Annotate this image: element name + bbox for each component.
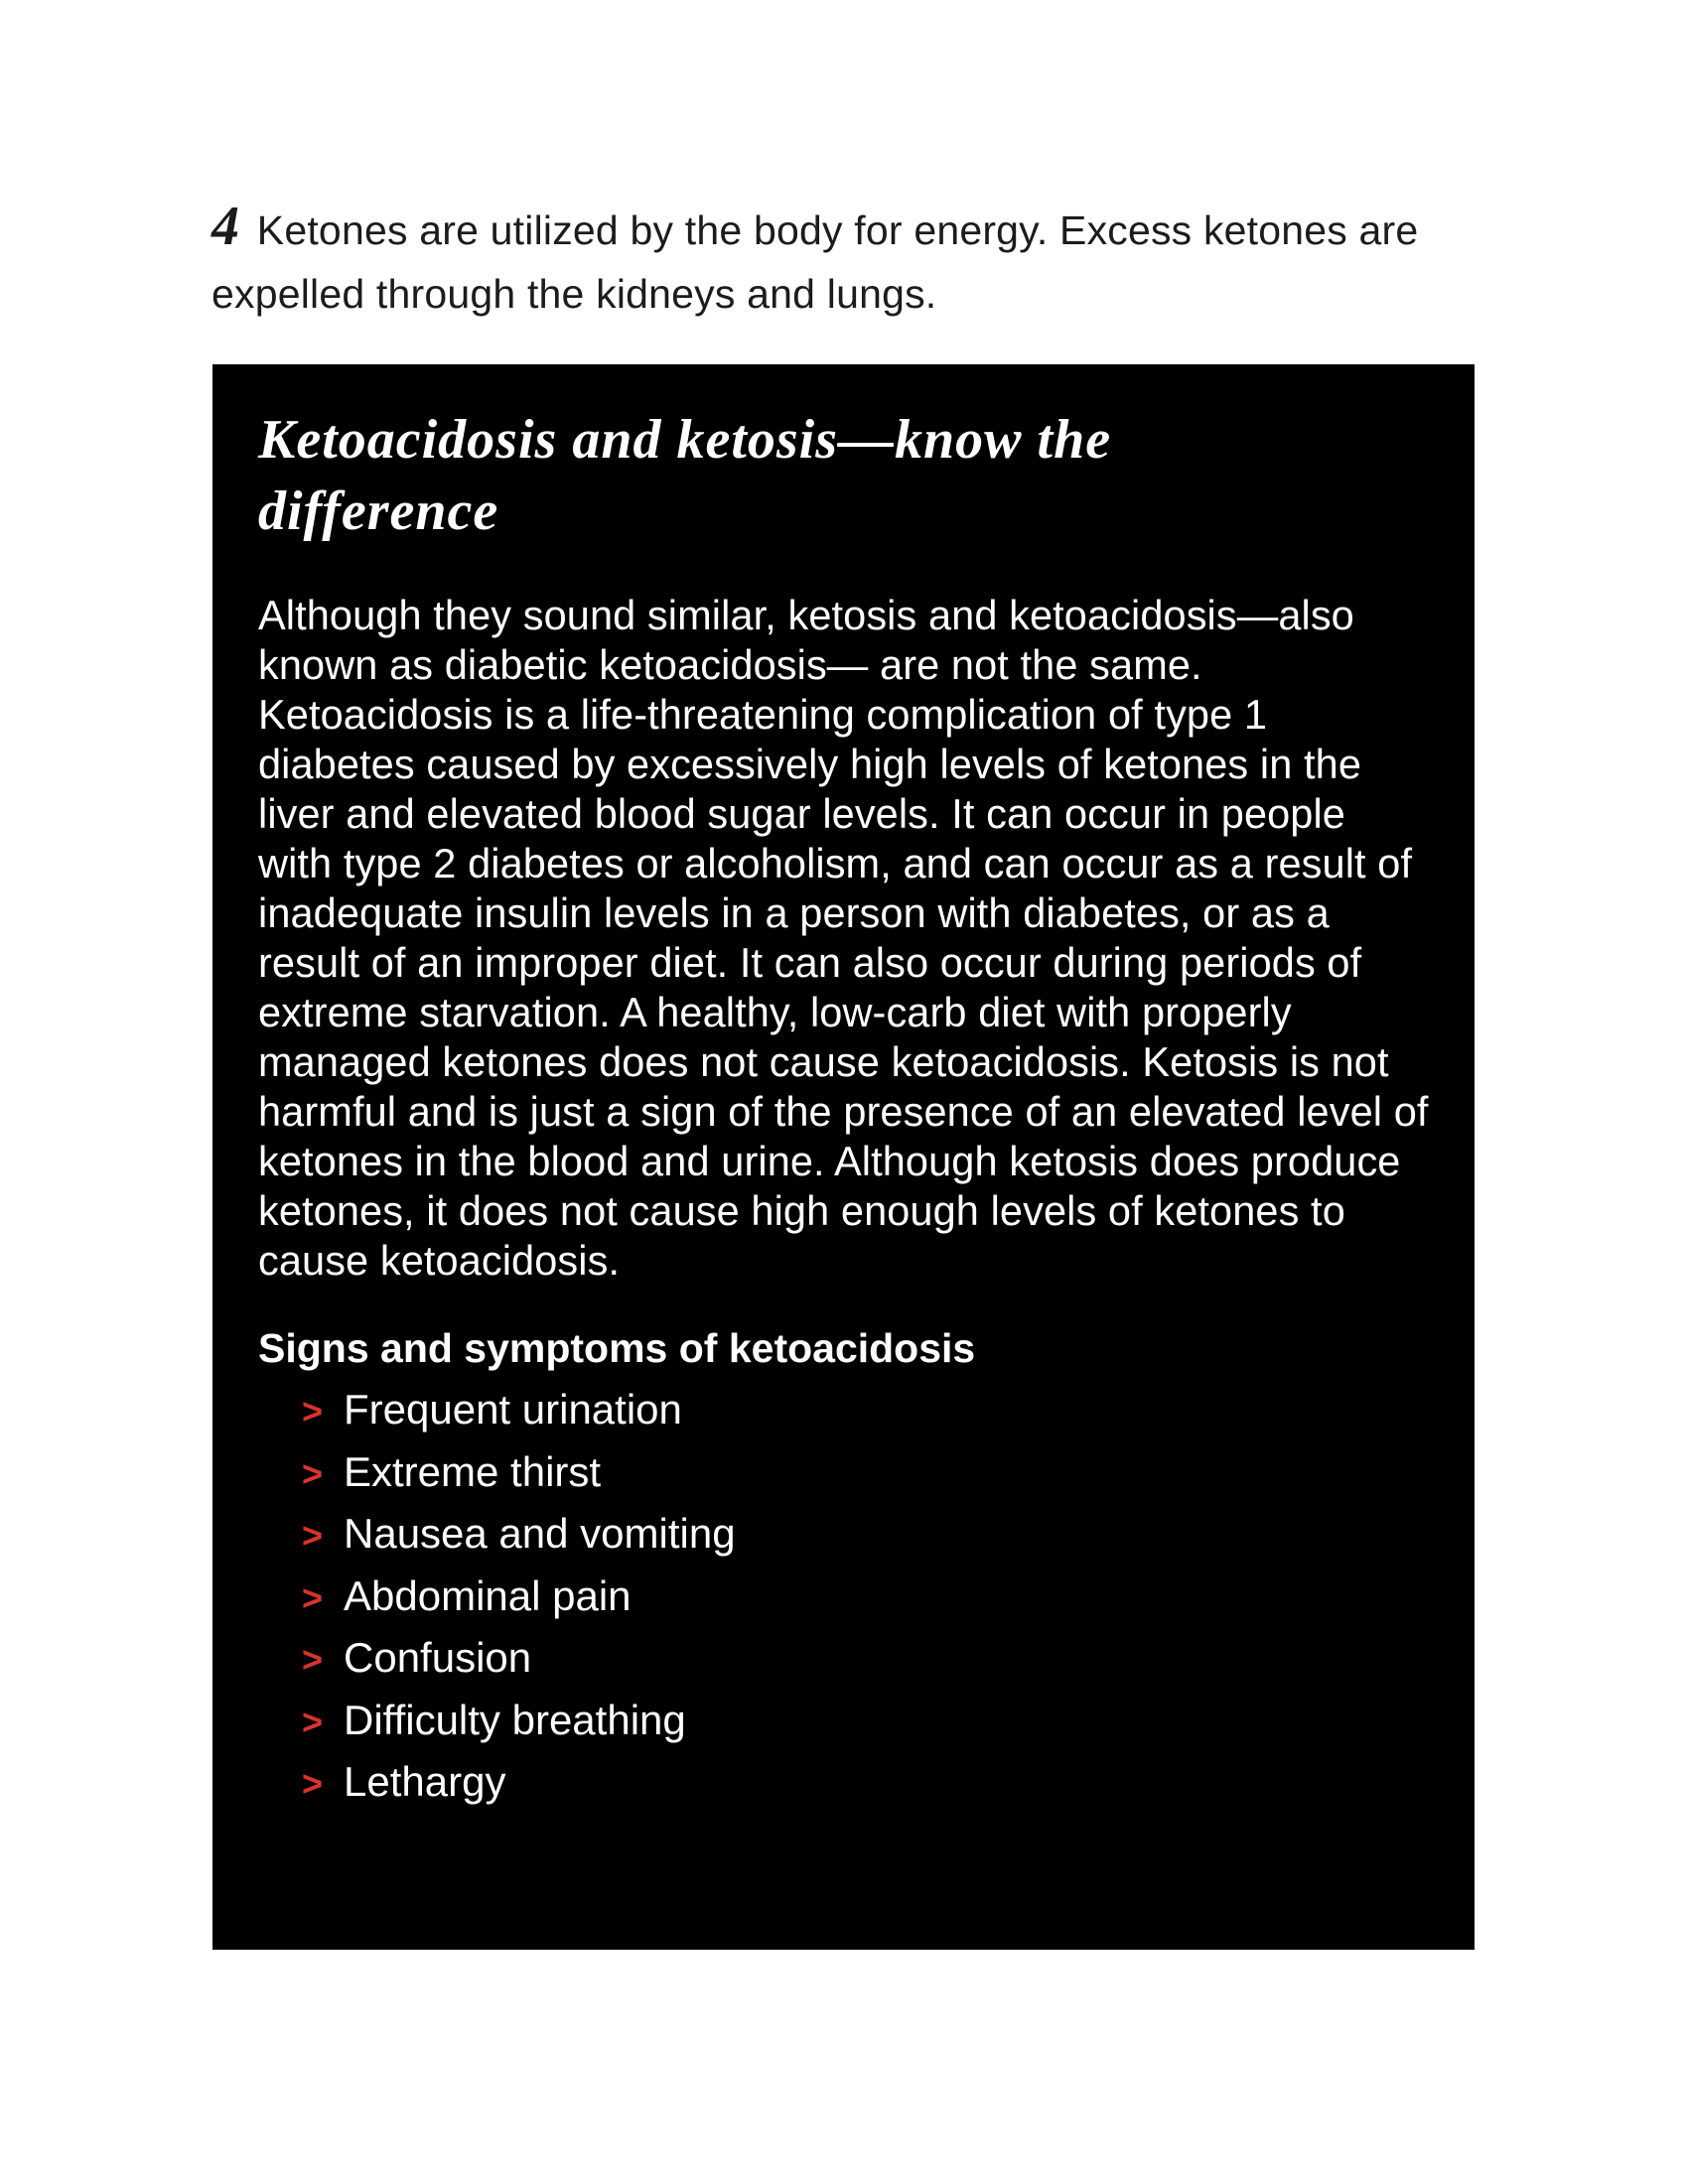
chevron-right-icon: >	[302, 1639, 324, 1681]
chevron-right-icon: >	[302, 1515, 324, 1557]
chevron-right-icon: >	[302, 1452, 324, 1494]
symptom-label: Abdominal pain	[344, 1571, 632, 1619]
step-paragraph	[211, 195, 1482, 326]
list-item	[302, 1751, 1429, 1814]
chevron-right-icon: >	[302, 1391, 324, 1433]
symptom-label: Frequent urination	[344, 1386, 682, 1433]
symptom-label: Difficulty breathing	[344, 1696, 686, 1743]
chevron-right-icon: >	[302, 1701, 324, 1742]
symptom-list	[258, 1379, 1429, 1814]
sidebar-title: Ketoacidosis and ketosis—know the difference	[258, 409, 1112, 542]
list-item	[302, 1627, 1429, 1690]
symptom-label: Confusion	[344, 1634, 532, 1682]
symptom-label: Nausea and vomiting	[344, 1510, 736, 1558]
step-number: 4	[211, 196, 240, 257]
chevron-right-icon: >	[302, 1763, 324, 1805]
list-item	[302, 1566, 1429, 1628]
list-item	[302, 1690, 1429, 1752]
list-item	[302, 1379, 1429, 1441]
list-item	[302, 1441, 1429, 1504]
sidebar-body-text: Although they sound similar, ketosis and ketoacidosis—also known as diabetic ketoacidosis— are not the same. Ketoacidosis is a life-threatening complication of type 1 diabetes caused by excessively high levels of ketones in the liver and elevated blood sugar levels. It can occur in people with type 2 diabetes or alcoholism, and can occur as a result of inadequate insulin levels in a person with diabetes, or as a result of an improper diet. It can also occur during periods of extreme starvation. A healthy, low-carb diet with properly managed ketones does not cause ketoacidosis. Ketosis is not harmful and is just a sign of the presence of an elevated level of ketones in the blood and urine. Although ketosis does produce ketones, it does not cause high enough levels of ketones to cause ketoacidosis.	[258, 592, 1429, 1284]
step-text: Ketones are utilized by the body for energy. Excess ketones are expelled through the kidneys and lungs.	[211, 207, 1419, 317]
symptoms-heading: Signs and symptoms of ketoacidosis	[258, 1325, 976, 1371]
info-sidebar-box	[212, 364, 1475, 1950]
symptom-label: Lethargy	[344, 1758, 506, 1806]
chevron-right-icon: >	[302, 1576, 324, 1618]
symptom-label: Extreme thirst	[344, 1447, 602, 1495]
list-item	[302, 1503, 1429, 1566]
